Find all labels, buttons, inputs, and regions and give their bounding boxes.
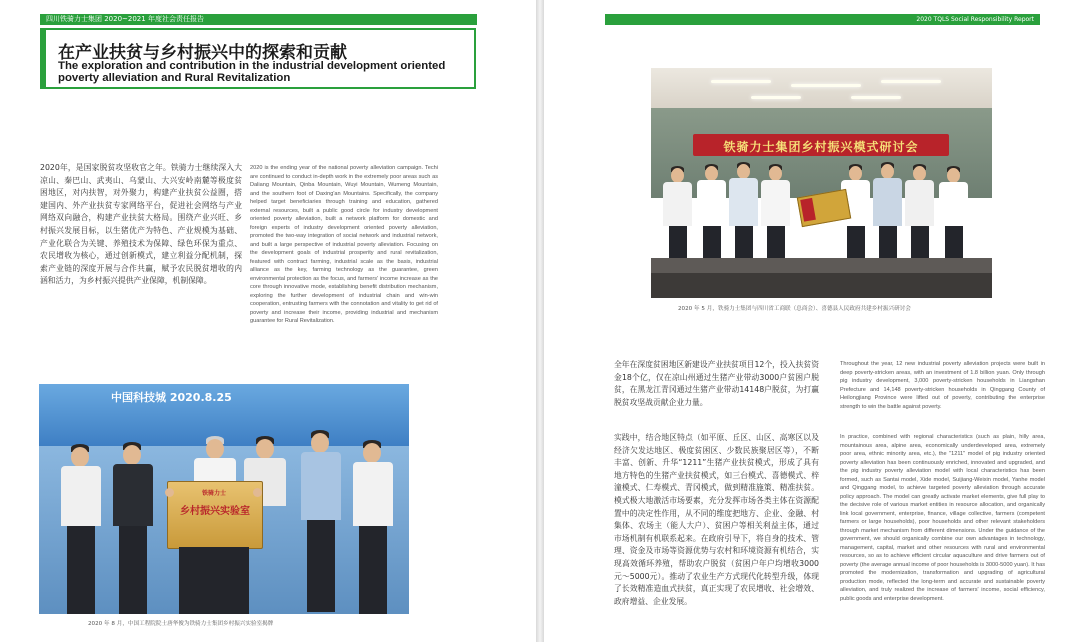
plaque-logo: 铁骑力士 [201,490,226,497]
title-accent-bar [42,30,46,89]
conference-photo [651,68,992,298]
title-cn: 在产业扶贫与乡村振兴中的探索和贡献 [58,43,347,63]
plaque-text: 乡村振兴实验室 [180,506,250,517]
village-lab-plaque [167,481,263,549]
hand [165,488,174,497]
screen-text: 中国科技城 2020.8.25 [111,391,232,404]
para1-en: Throughout the year, 12 new industrial poverty alleviation projects were built in deep poverty-stricken areas, with an investment of 1.8 billion yuan. Only through pig industry development, 3,000 poverty-stricken households in Liangshan Prefecture and 14,148 poverty-stricken households in Qinggang County of Heilongjiang Province were lifted out of poverty, contributing the enterprise strength to win the battle against poverty. [840,361,1045,410]
para2-en: In practice, combined with regional characteristics (such as plain, hilly area, mountainous area, alpine area, economically underdeveloped area, extremely poor area, ethnic minority area, etc.), the "1211" model of pig industry oriented poverty alleviation has been continuously enriched, innovated and upgraded, and the pig industry poverty alleviation model with local characteristics has been formed, such as Santai model, Xide model, Suijiang-Weixin model, Yanhe model and Qinggang model, to achieve targeted poverty alleviation through accurate policy approach. The model can greatly activate market elements, give full play to the decisive role of various market entities in resource allocation, and organically link local government, enterprise, finance, village collective, farmers (competent farmers or large households), poor households and other relevant stakeholders through market mechanism from different dimensions. Under the guidance of the government, we should organically combine our own advantages in technology, management, capital, market and other resources with rural and environmental resources, so as to achieve efficient circular aquaculture and drive farmers out of poverty (the average annual income of poor households is 3000-5000 yuan). It has promoted the modernization, transformation and upgrading of agricultural production mode, reflected the long-term and accurate and sustainable poverty alleviation, and truly realized the increase of farmers' income, social efficiency, public goods and enterprise development. [840,434,1045,602]
hand [253,488,262,497]
body-text-cn: 2020年，是国家脱贫攻坚收官之年。铁骑力士继续深入大凉山、秦巴山、武夷山、乌蒙山、大兴安岭南麓等极度贫困地区，对内扶智，对外聚力，构建产业扶贫公益圈，搭建国内、外产业扶贫专家网络平台，促进社会网络与产业网络双向融合，构建产业扶贫大格局。围绕产业兴旺、乡村振兴发展目标，以生猪优产为特色、产业规模为基础、产业化联合为关键、养殖技术为保障、绿色环保为重点、农民增收为核心，通过创新模式，建立利益分配机制，探索产业链的深度开展与合作共赢，赋予农民脱贫增收的内涵和活力，为乡村振兴提供产业保障，机制保障。 [40,163,242,286]
photo-ceiling [651,68,992,108]
page-gutter [536,0,544,642]
title-en: The exploration and contribution in the industrial development oriented poverty alleviation and Rural Revitalization [58,60,446,84]
trousers [179,547,249,614]
photo-screen [39,384,409,446]
para1-cn: 全年在深度贫困地区新建设产业扶贫项目12个，投入扶贫资金18个亿，仅在凉山州通过生猪产业带动3000户贫困户脱贫，在黑龙江青冈通过生猪产业带动14148户脱贫，为打赢脱贫攻坚战贡献企业力量。 [614,360,819,407]
para2-cn: 实践中，结合地区特点（如平原、丘区、山区、高寒区以及经济欠发达地区、极度贫困区、少数民族聚居区等），不断丰富、创新、升华“1211”生猪产业扶贫模式，形成了具有地方特色的生猪产业扶贫模式，如三台模式、喜德模式、梓潼模式、仁寿模式、青冈模式，做到精准施策、精准扶贫。模式极大地激活市场要素，充分发挥市场各类主体在资源配置中的决定性作用，从不同的维度把地方、企业、金融、村集体、农场主（能人大户）、贫困户等相关利益主体，通过市场机制有机联系起来。在政府引导下，将自身的技术、管理、资金及市场等资源优势与农村和环境资源有机结合，实现高效循环养殖，帮助农户脱贫（贫困户年户均增收3000元～5000元）。推动了农业生产方式现代化转型升级，体现了长效精准造血式扶贫，真正实现了农民增收、社会增效、政府增益、企业发展。 [614,433,819,606]
lab-unveiling-photo [39,384,409,614]
left-header-bar: 四川铁骑力士集团 2020~2021 年度社会责任报告 [40,14,477,25]
body-text-en: 2020 is the ending year of the national poverty alleviation campaign. Techi are continued to conduct in-depth work in the extremely poor areas such as Daliang Mountain, Qinba Mountain, Wuyi Mountain, Wumeng Mountain, and the southern foot of Daxing'an Mountains. Specifically, the company helped target beneficiaries through training and education, gathered external resources, built a public good circle for industry development oriented poverty alleviation, built a network platform for domestic and foreign experts of industry development oriented poverty alleviation, promoted the two-way integration of social network and industrial network, and built a large perspective of industrial poverty alleviation. Focusing on the development goals of industrial prosperity and rural revitalization, featured with contract farming, industrial scale as the basis, industrial alliance as the key, farming technology as the guarantee, green environmental protection as the focus, and farmers' income increase as the core through innovative mode, establishing benefit distribution mechanism, exploring the further development of industrial chain and win-win cooperation, entrusting farmers with the connotation and vitality to get rid of poverty and increase their income, providing industrial and mechanism guarantee for Rural Revitalization. [250,165,438,324]
title-box [40,28,476,89]
seminar-banner [693,134,949,156]
right-header-bar: 2020 TQLS Social Responsibility Report [605,14,1040,25]
lab-photo-caption: 2020 年 8 月，中国工程院院士唐华俊为铁骑力士集团乡村振兴实验室揭牌 [88,621,274,627]
banner-text: 铁骑力士集团乡村振兴模式研讨会 [723,140,919,154]
conference-photo-caption: 2020 年 5 月，铁骑力士集团与四川省工商联（总商会）、喜德县人民政府共建乡村振兴研讨会 [678,306,911,312]
right-page [544,0,1080,642]
left-page [0,0,536,642]
photo-table [651,273,992,298]
